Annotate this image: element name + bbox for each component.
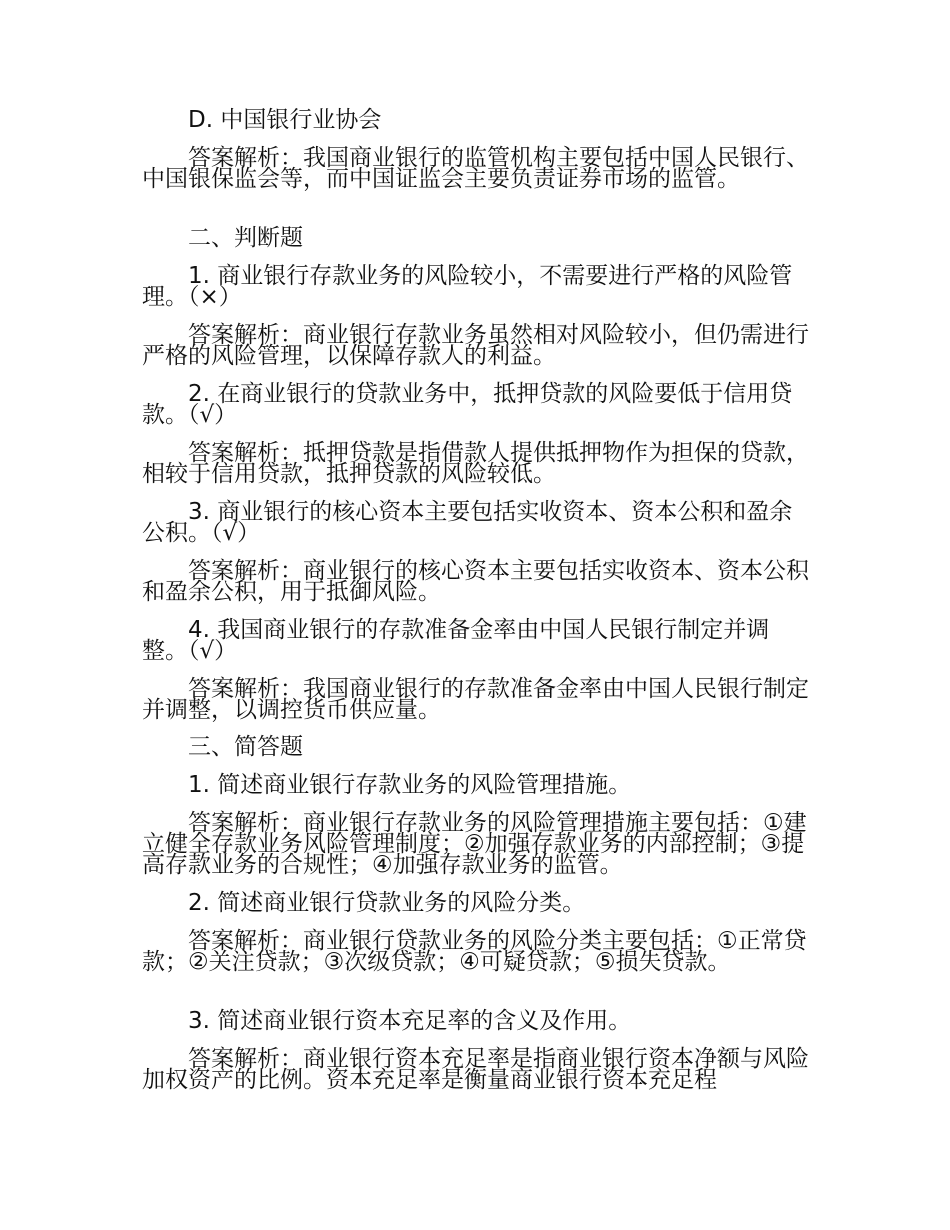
answer-explanation: 答案解析：商业银行存款业务的风险管理措施主要包括：①建立健全存款业务风险管理制度；②加强存款业务的内部控制；③提高存款业务的合规性；④加强存款业务的监管。 xyxy=(142,810,807,878)
question-2: 2. 简述商业银行贷款业务的风险分类。 xyxy=(188,890,586,916)
answer-explanation: 答案解析：商业银行的核心资本主要包括实收资本、资本公积和盈余公积，用于抵御风险。 xyxy=(142,558,809,605)
answer-explanation: 答案解析：我国商业银行的监管机构主要包括中国人民银行、中国银保监会等，而中国证监会主要负责证券市场的监管。 xyxy=(142,145,809,192)
answer-explanation: 答案解析：商业银行资本充足率是指商业银行资本净额与风险加权资产的比例。资本充足率是衡量商业银行资本充足程 xyxy=(142,1046,809,1093)
question-3: 3. 商业银行的核心资本主要包括实收资本、资本公积和盈余公积。（√） xyxy=(142,499,793,546)
answer-explanation: 答案解析：我国商业银行的存款准备金率由中国人民银行制定并调整，以调控货币供应量。 xyxy=(142,676,809,723)
option-d: D. 中国银行业协会 xyxy=(188,107,382,133)
answer-explanation: 答案解析：抵押贷款是指借款人提供抵押物作为担保的贷款，相较于信用贷款，抵押贷款的风险较低。 xyxy=(142,440,809,487)
answer-explanation: 答案解析：商业银行贷款业务的风险分类主要包括：①正常贷款；②关注贷款；③次级贷款；④可疑贷款；⑤损失贷款。 xyxy=(142,928,807,975)
answer-explanation: 答案解析：商业银行存款业务虽然相对风险较小，但仍需进行严格的风险管理，以保障存款人的利益。 xyxy=(142,322,809,369)
question-3: 3. 简述商业银行资本充足率的含义及作用。 xyxy=(188,1008,632,1034)
section-heading-true-false: 二、判断题 xyxy=(188,225,303,251)
question-4: 4. 我国商业银行的存款准备金率由中国人民银行制定并调整。（√） xyxy=(142,617,770,664)
question-1: 1. 商业银行存款业务的风险较小，不需要进行严格的风险管理。（×） xyxy=(142,263,793,310)
question-2: 2. 在商业银行的贷款业务中，抵押贷款的风险要低于信用贷款。（√） xyxy=(142,381,793,428)
question-1: 1. 简述商业银行存款业务的风险管理措施。 xyxy=(188,772,632,798)
section-heading-short-answer: 三、简答题 xyxy=(188,734,303,760)
